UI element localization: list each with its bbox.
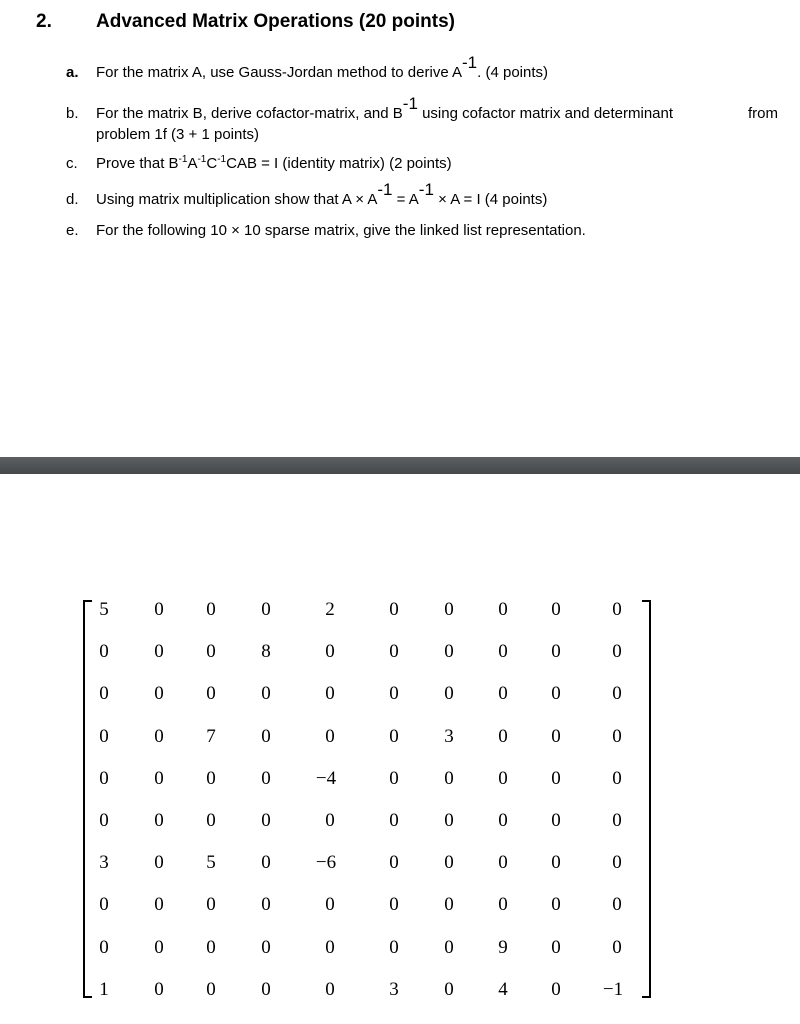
matrix-cell-r3-c8: 0	[498, 683, 508, 705]
matrix-cell-r9-c9: 0	[551, 936, 561, 958]
matrix-cell-r5-c10: 0	[612, 767, 622, 789]
item-e-text: For the following 10 × 10 sparse matrix, give the linked list representation.	[96, 222, 586, 239]
matrix-cell-r2-c10: 0	[612, 641, 622, 663]
matrix-cell-r1-c3: 0	[206, 599, 216, 620]
matrix-cell-r1-c4: 0	[261, 599, 271, 620]
item-b-text-2: using cofactor matrix and determinant	[417, 105, 674, 122]
matrix-cell-r4-c9: 0	[551, 725, 561, 747]
matrix-cell-r3-c1: 0	[99, 683, 109, 705]
matrix-cell-r6-c7: 0	[444, 810, 454, 831]
matrix-cell-r9-c1: 0	[99, 936, 109, 958]
matrix-cell-r6-c4: 0	[261, 810, 271, 831]
matrix-cell-r5-c4: 0	[261, 767, 271, 789]
problem-title: Advanced Matrix Operations (20 points)	[96, 11, 455, 32]
matrix-cell-r2-c6: 0	[389, 641, 399, 663]
item-b-text-1: For the matrix B, derive cofactor-matrix, and B	[96, 105, 403, 122]
matrix-cell-r10-c9: 0	[551, 978, 561, 1000]
item-c-text-1: Prove that B	[96, 155, 179, 172]
item-c-sup-1: -1	[178, 154, 188, 165]
matrix-cell-r5-c9: 0	[551, 767, 561, 789]
matrix-cell-r7-c3: 5	[206, 852, 216, 874]
item-c-text-2: A	[187, 155, 198, 172]
matrix-cell-r4-c6: 0	[389, 725, 399, 747]
matrix-cell-r3-c5: 0	[325, 683, 335, 705]
item-d-letter: d.	[66, 191, 79, 208]
item-c-sup-2: -1	[197, 154, 207, 165]
matrix-cell-r8-c10: 0	[612, 894, 622, 916]
matrix-cell-r4-c8: 0	[498, 725, 508, 747]
item-d-text-2: = A	[392, 191, 419, 208]
matrix-cell-r7-c6: 0	[389, 852, 399, 874]
matrix-cell-r10-c2: 0	[154, 978, 164, 1000]
item-c-letter: c.	[66, 155, 78, 172]
matrix-cell-r1-c2: 0	[154, 599, 164, 620]
item-e-letter: e.	[66, 222, 79, 239]
matrix-cell-r7-c5: −6	[315, 852, 337, 874]
matrix-cell-r4-c10: 0	[612, 725, 622, 747]
matrix-cell-r9-c6: 0	[389, 936, 399, 958]
item-b-text-3: from	[748, 105, 778, 122]
matrix-cell-r5-c3: 0	[206, 767, 216, 789]
matrix-cell-r5-c2: 0	[154, 767, 164, 789]
matrix-cell-r1-c7: 0	[444, 599, 454, 620]
problem-number: 2.	[36, 11, 52, 32]
matrix-cell-r9-c7: 0	[444, 936, 454, 958]
matrix-cell-r7-c1: 3	[99, 852, 109, 874]
item-a-text-1: For the matrix A, use Gauss-Jordan method to derive A	[96, 64, 463, 81]
matrix-cell-r5-c7: 0	[444, 767, 454, 789]
matrix-cell-r10-c6: 3	[389, 978, 399, 1000]
item-c-sup-3: -1	[217, 154, 227, 165]
matrix-cell-r2-c3: 0	[206, 641, 216, 663]
item-b-letter: b.	[66, 105, 79, 122]
matrix-cell-r10-c4: 0	[261, 978, 271, 1000]
matrix-cell-r10-c1: 1	[99, 978, 109, 1000]
matrix-cell-r8-c8: 0	[498, 894, 508, 916]
matrix-cell-r3-c6: 0	[389, 683, 399, 705]
matrix-cell-r8-c2: 0	[154, 894, 164, 916]
matrix-cell-r8-c5: 0	[325, 894, 335, 916]
item-d-sup-2: -1	[418, 180, 434, 199]
matrix-cell-r1-c1: 5	[99, 599, 109, 620]
matrix-cell-r1-c5: 2	[325, 599, 335, 620]
matrix-cell-r1-c10: 0	[612, 599, 622, 620]
matrix-cell-r2-c5: 0	[325, 641, 335, 663]
matrix-cell-r2-c1: 0	[99, 641, 109, 663]
item-d-text-1: Using matrix multiplication show that A × A	[96, 191, 378, 208]
matrix-cell-r3-c2: 0	[154, 683, 164, 705]
item-c-text-4: CAB = I (identity matrix) (2 points)	[226, 155, 452, 172]
matrix-cell-r10-c10: −1	[602, 978, 624, 1000]
matrix-cell-r5-c8: 0	[498, 767, 508, 789]
item-a-letter: a.	[66, 64, 79, 81]
matrix-cell-r9-c3: 0	[206, 936, 216, 958]
matrix-cell-r3-c7: 0	[444, 683, 454, 705]
matrix-cell-r5-c5: −4	[315, 767, 337, 789]
item-b-line-2: problem 1f (3 + 1 points)	[96, 126, 260, 143]
matrix-cell-r1-c8: 0	[498, 599, 508, 620]
matrix-cell-r2-c4: 8	[261, 641, 271, 663]
item-a-sup: -1	[462, 53, 478, 72]
matrix-cell-r10-c5: 0	[325, 978, 335, 1000]
matrix-cell-r5-c6: 0	[389, 767, 399, 789]
item-b-sup: -1	[402, 94, 418, 113]
item-a-text-2: . (4 points)	[477, 64, 549, 81]
matrix-cell-r9-c5: 0	[325, 936, 335, 958]
item-d-sup-1: -1	[377, 180, 393, 199]
matrix-cell-r7-c7: 0	[444, 852, 454, 874]
item-d-text-3: × A = I (4 points)	[433, 191, 548, 208]
matrix-cell-r9-c10: 0	[612, 936, 622, 958]
matrix-cell-r4-c2: 0	[154, 725, 164, 747]
matrix-cell-r8-c3: 0	[206, 894, 216, 916]
matrix-cell-r10-c7: 0	[444, 978, 454, 1000]
matrix-cell-r6-c3: 0	[206, 810, 216, 831]
matrix-cell-r7-c8: 0	[498, 852, 508, 874]
matrix-cell-r9-c8: 9	[498, 936, 508, 958]
matrix-cell-r10-c8: 4	[498, 978, 508, 1000]
matrix-cell-r4-c7: 3	[444, 725, 454, 747]
matrix-cell-r4-c3: 7	[206, 725, 216, 747]
matrix-cell-r1-c9: 0	[551, 599, 561, 620]
matrix-cell-r8-c9: 0	[551, 894, 561, 916]
matrix-cell-r4-c1: 0	[99, 725, 109, 747]
matrix-cell-r8-c1: 0	[99, 894, 109, 916]
matrix-cell-r1-c6: 0	[389, 599, 399, 620]
matrix-cell-r9-c2: 0	[154, 936, 164, 958]
matrix-cell-r3-c9: 0	[551, 683, 561, 705]
matrix-cell-r3-c3: 0	[206, 683, 216, 705]
matrix-cell-r6-c5: 0	[325, 810, 335, 831]
matrix-cell-r6-c9: 0	[551, 810, 561, 831]
matrix-cell-r2-c8: 0	[498, 641, 508, 663]
matrix-cell-r4-c5: 0	[325, 725, 335, 747]
matrix-cell-r8-c7: 0	[444, 894, 454, 916]
matrix-cell-r3-c4: 0	[261, 683, 271, 705]
matrix-cell-r2-c7: 0	[444, 641, 454, 663]
matrix-cell-r7-c2: 0	[154, 852, 164, 874]
matrix-cell-r8-c4: 0	[261, 894, 271, 916]
matrix-cell-r10-c3: 0	[206, 978, 216, 1000]
matrix-cell-r6-c8: 0	[498, 810, 508, 831]
matrix-cell-r2-c9: 0	[551, 641, 561, 663]
matrix-cell-r4-c4: 0	[261, 725, 271, 747]
matrix-cell-r7-c4: 0	[261, 852, 271, 874]
matrix-cell-r6-c1: 0	[99, 810, 109, 831]
matrix-cell-r8-c6: 0	[389, 894, 399, 916]
matrix-cell-r6-c6: 0	[389, 810, 399, 831]
matrix-cell-r6-c10: 0	[612, 810, 622, 831]
matrix-cell-r6-c2: 0	[154, 810, 164, 831]
matrix-cell-r2-c2: 0	[154, 641, 164, 663]
matrix-cell-r7-c9: 0	[551, 852, 561, 874]
item-c-text-3: C	[206, 155, 218, 172]
matrix-cell-r9-c4: 0	[261, 936, 271, 958]
matrix-cell-r3-c10: 0	[612, 683, 622, 705]
matrix-cell-r5-c1: 0	[99, 767, 109, 789]
matrix-cell-r7-c10: 0	[612, 852, 622, 874]
